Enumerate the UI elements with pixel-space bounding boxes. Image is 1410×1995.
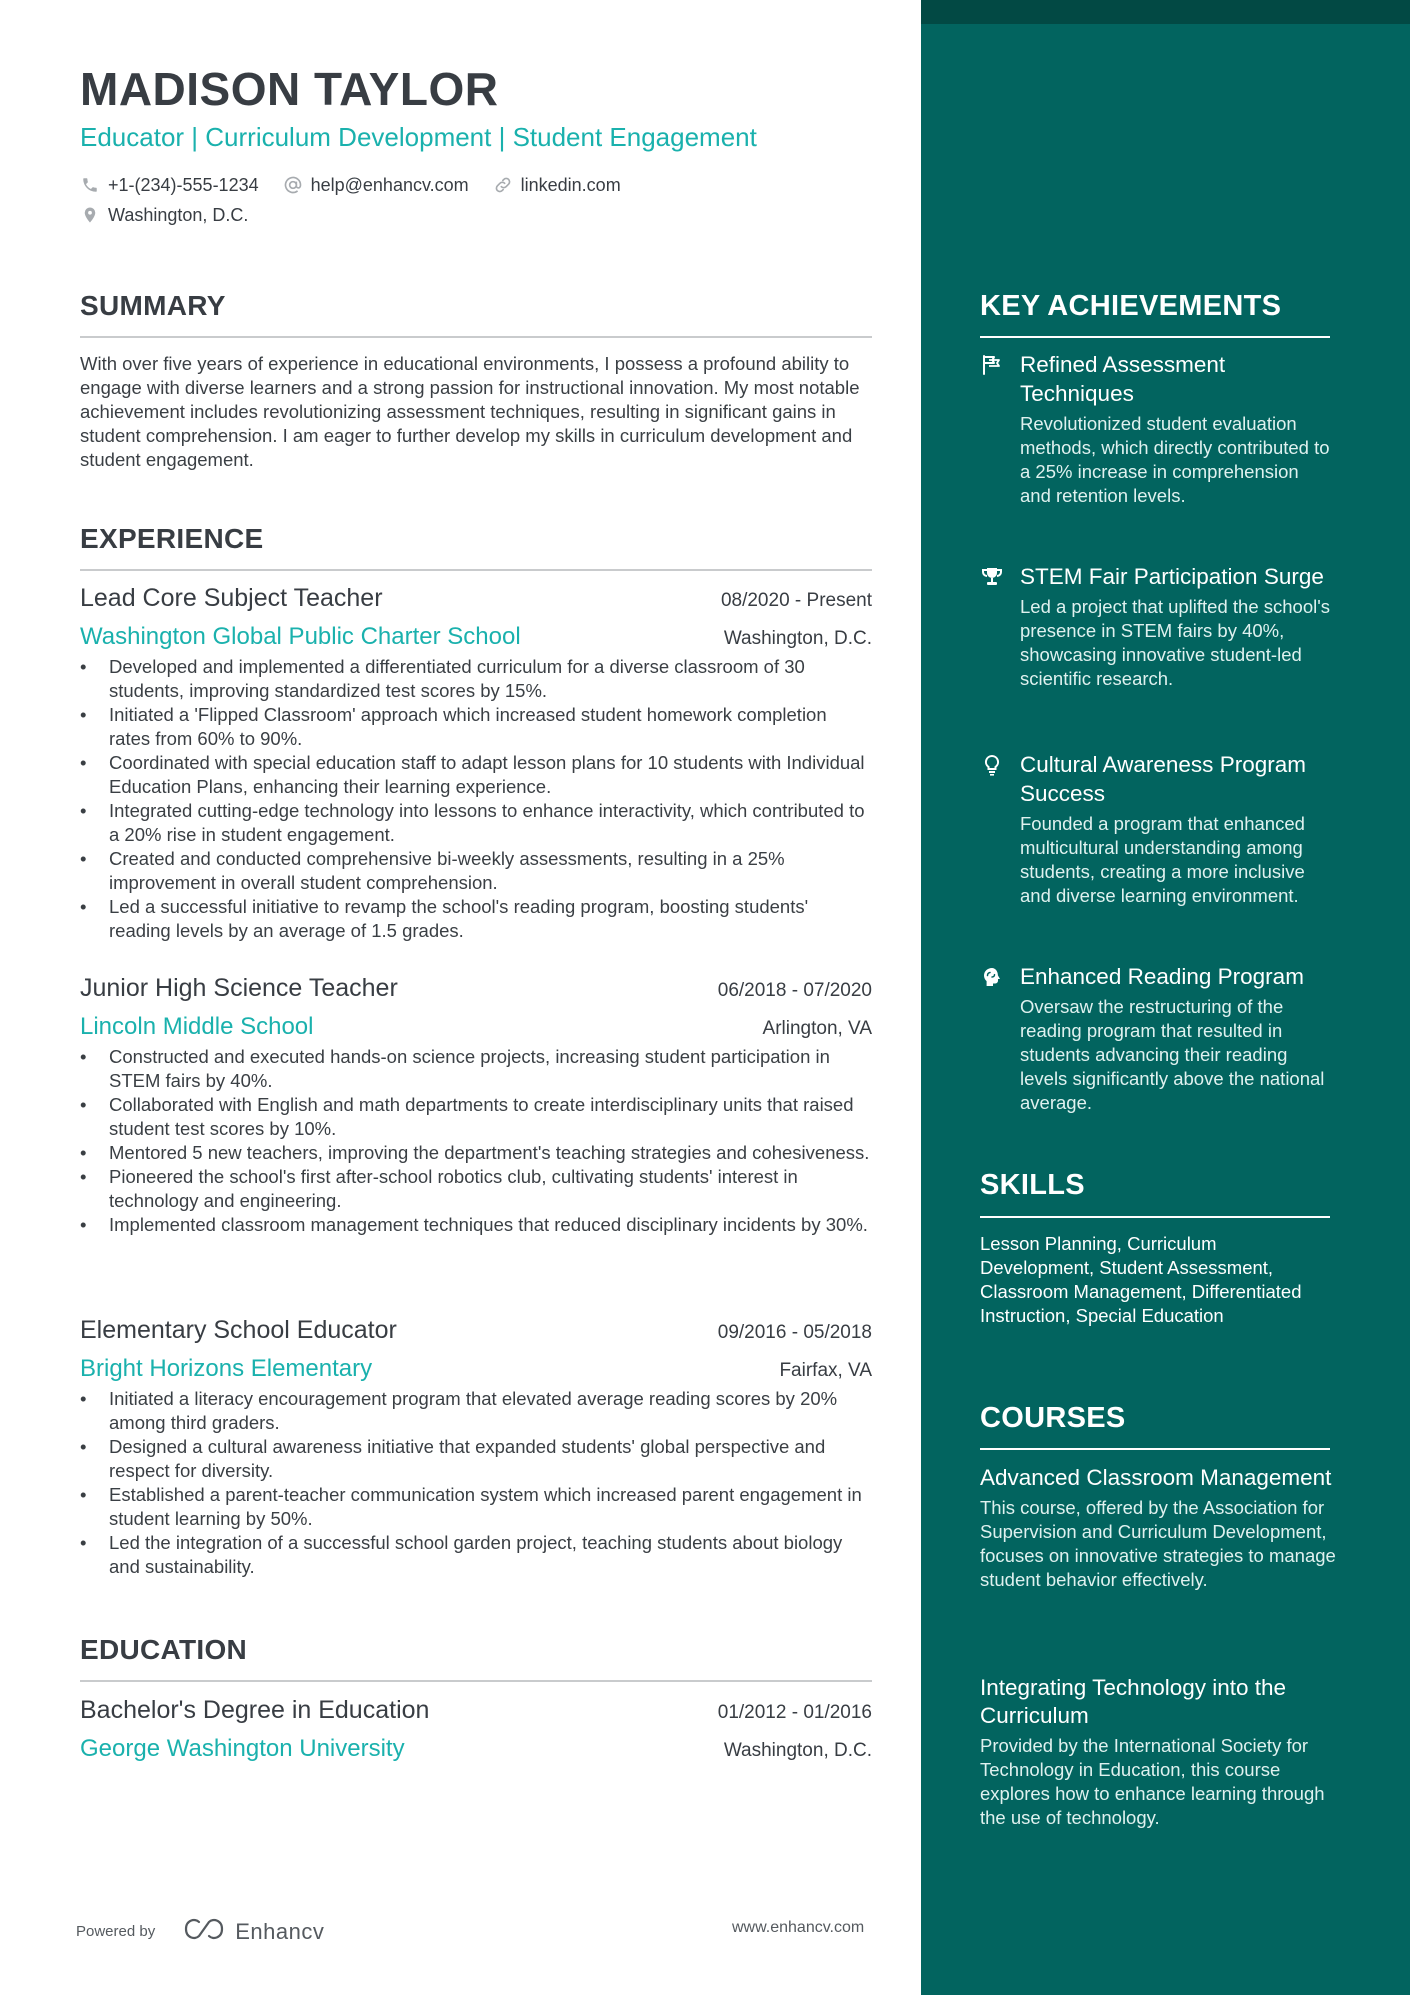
achievement-item: [980, 962, 1332, 1115]
lightbulb-icon: [980, 753, 1004, 777]
job-bullet: • Designed a cultural awareness initiative that expanded students' global perspective and respect for diversity.: [80, 1435, 872, 1483]
location-text: Washington, D.C.: [108, 204, 249, 225]
job-bullets: [80, 1387, 872, 1579]
job-bullet: • Developed and implemented a differentiated curriculum for a diverse classroom of 30 students, improving standardized test scores by 15%.: [80, 655, 872, 703]
job-bullet: • Collaborated with English and math departments to create interdisciplinary units that raised student test scores by 10%.: [80, 1093, 872, 1141]
job-title: Junior High Science Teacher: [80, 974, 398, 1002]
school-name: George Washington University: [80, 1735, 405, 1762]
achievement-description: Oversaw the restructuring of the reading program that resulted in students advancing their reading levels significantly above the national average.: [1020, 996, 1325, 1113]
phone-contact[interactable]: [80, 175, 259, 196]
course-item: [980, 1674, 1340, 1830]
degree: Bachelor's Degree in Education: [80, 1696, 430, 1724]
summary-text: With over five years of experience in educational environments, I possess a profound ability to engage with diverse learners and a strong passion for instructional innovation. My most notable achievement includes revolutionizing assessment techniques, resulting in significant gains in student comprehension. I am eager to further develop my skills in curriculum development and student engagement.: [80, 353, 860, 470]
achievement-description: Revolutionized student evaluation methods, which directly contributed to a 25% increase in comprehension and retention levels.: [1020, 413, 1330, 506]
achievement-title: Refined Assessment Techniques: [1020, 352, 1226, 406]
location-pin-icon: [80, 205, 100, 225]
course-title: Integrating Technology into the Curriculum: [980, 1675, 1287, 1728]
email-text: help@enhancv.com: [310, 174, 469, 195]
education-heading: EDUCATION: [80, 1634, 248, 1665]
job-bullet: • Initiated a 'Flipped Classroom' approach which increased student homework completion rates from 60% to 90%.: [80, 703, 872, 751]
job-bullet: • Created and conducted comprehensive bi-weekly assessments, resulting in a 25% improvement in overall student comprehension.: [80, 847, 872, 895]
job-location: Washington, D.C.: [723, 628, 872, 649]
job-bullet: • Constructed and executed hands-on science projects, increasing student participation in STEM fairs by 40%.: [80, 1045, 872, 1093]
at-icon: [283, 175, 303, 195]
contact-info: [80, 172, 645, 232]
achievement-item: [980, 750, 1332, 908]
email-contact[interactable]: [283, 175, 469, 196]
achievement-description: Founded a program that enhanced multicultural understanding among students, creating a more inclusive and diverse learning environment.: [1020, 813, 1305, 906]
job-bullets: [80, 655, 872, 943]
course-description: This course, offered by the Association for Supervision and Curriculum Development, focuses on innovative strategies to manage student behavior effectively.: [980, 1497, 1336, 1590]
education-entry: [80, 1696, 872, 1763]
phone-icon: [80, 175, 100, 195]
job-bullet: • Led a successful initiative to revamp the school's reading program, boosting students' reading levels by an average of 1.5 grades.: [80, 895, 872, 943]
achievement-title: Enhanced Reading Program: [1020, 964, 1304, 989]
summary-heading: SUMMARY: [80, 290, 226, 321]
linkedin-contact[interactable]: [493, 175, 621, 196]
education-dates: 01/2012 - 01/2016: [717, 1702, 872, 1723]
trophy-icon: [980, 565, 1004, 589]
job-bullets: [80, 1045, 872, 1237]
achievement-title: STEM Fair Participation Surge: [1020, 564, 1324, 589]
course-description: Provided by the International Society for Technology in Education, this course explores how to enhance learning through the use of technology.: [980, 1735, 1325, 1828]
skills-heading: SKILLS: [980, 1169, 1085, 1201]
skills-divider: [980, 1216, 1330, 1218]
job-entry: [80, 974, 872, 1237]
skills-list: Lesson Planning, Curriculum Development, Student Assessment, Classroom Management, Differentiated Instruction, Special Education: [980, 1233, 1302, 1326]
enhancv-logo[interactable]: [181, 1916, 324, 1947]
job-company: Bright Horizons Elementary: [80, 1355, 373, 1382]
courses-heading: COURSES: [980, 1402, 1126, 1434]
course-title: Advanced Classroom Management: [980, 1465, 1332, 1490]
powered-by-text: Powered by: [76, 1923, 156, 1940]
job-dates: 08/2020 - Present: [720, 590, 872, 611]
achievement-item: [980, 350, 1332, 508]
achievements-heading: KEY ACHIEVEMENTS: [980, 290, 1282, 322]
job-bullet: • Coordinated with special education staff to adapt lesson plans for 10 students with Individual Education Plans, enhancing their learning experience.: [80, 751, 872, 799]
job-entry: [80, 1316, 872, 1579]
linkedin-text: linkedin.com: [520, 174, 621, 195]
job-dates: 06/2018 - 07/2020: [717, 980, 872, 1001]
job-bullet: • Implemented classroom management techniques that reduced disciplinary incidents by 30%.: [80, 1213, 872, 1237]
achievement-title: Cultural Awareness Program Success: [1020, 752, 1306, 806]
enhancv-mark-icon: [181, 1916, 227, 1947]
experience-divider: [80, 569, 872, 571]
achievement-description: Led a project that uplifted the school's presence in STEM fairs by 40%, showcasing innovative student-led scientific research.: [1020, 596, 1331, 689]
job-company: Washington Global Public Charter School: [80, 623, 521, 650]
job-bullet: • Initiated a literacy encouragement program that elevated average reading scores by 20% among third graders.: [80, 1387, 872, 1435]
location-contact: [80, 205, 248, 226]
enhancv-wordmark: Enhancv: [235, 1918, 325, 1944]
sidebar-top-bar: [921, 0, 1410, 24]
candidate-name: MADISON TAYLOR: [80, 63, 499, 115]
footer-url[interactable]: www.enhancv.com: [732, 1919, 865, 1936]
school-location: Washington, D.C.: [723, 1740, 872, 1761]
job-entry: [80, 584, 872, 943]
achievement-item: [980, 562, 1332, 691]
job-bullet: • Led the integration of a successful school garden project, teaching students about biology and sustainability.: [80, 1531, 872, 1579]
course-item: [980, 1464, 1340, 1592]
job-location: Fairfax, VA: [779, 1360, 872, 1381]
job-title: Elementary School Educator: [80, 1316, 397, 1344]
summary-divider: [80, 336, 872, 338]
job-bullet: • Established a parent-teacher communication system which increased parent engagement in student learning by 50%.: [80, 1483, 872, 1531]
job-bullet: • Mentored 5 new teachers, improving the department's teaching strategies and cohesiveness.: [80, 1141, 872, 1165]
courses-divider: [980, 1448, 1330, 1450]
education-divider: [80, 1680, 872, 1682]
job-location: Arlington, VA: [762, 1018, 872, 1039]
flag-icon: [980, 353, 1004, 377]
achievements-divider: [980, 336, 1330, 338]
job-bullet: • Integrated cutting-edge technology into lessons to enhance interactivity, which contributed to a 20% rise in student engagement.: [80, 799, 872, 847]
experience-heading: EXPERIENCE: [80, 523, 264, 554]
job-dates: 09/2016 - 05/2018: [717, 1322, 872, 1343]
job-company: Lincoln Middle School: [80, 1013, 314, 1040]
phone-text: +1-(234)-555-1234: [108, 174, 259, 195]
link-icon: [493, 175, 513, 195]
tagline: Educator | Curriculum Development | Student Engagement: [80, 122, 757, 152]
job-bullet: • Pioneered the school's first after-school robotics club, cultivating students' interest in technology and engineering.: [80, 1165, 872, 1213]
brain-icon: [980, 965, 1004, 989]
footer-branding: [76, 1916, 324, 1947]
job-title: Lead Core Subject Teacher: [80, 584, 383, 612]
